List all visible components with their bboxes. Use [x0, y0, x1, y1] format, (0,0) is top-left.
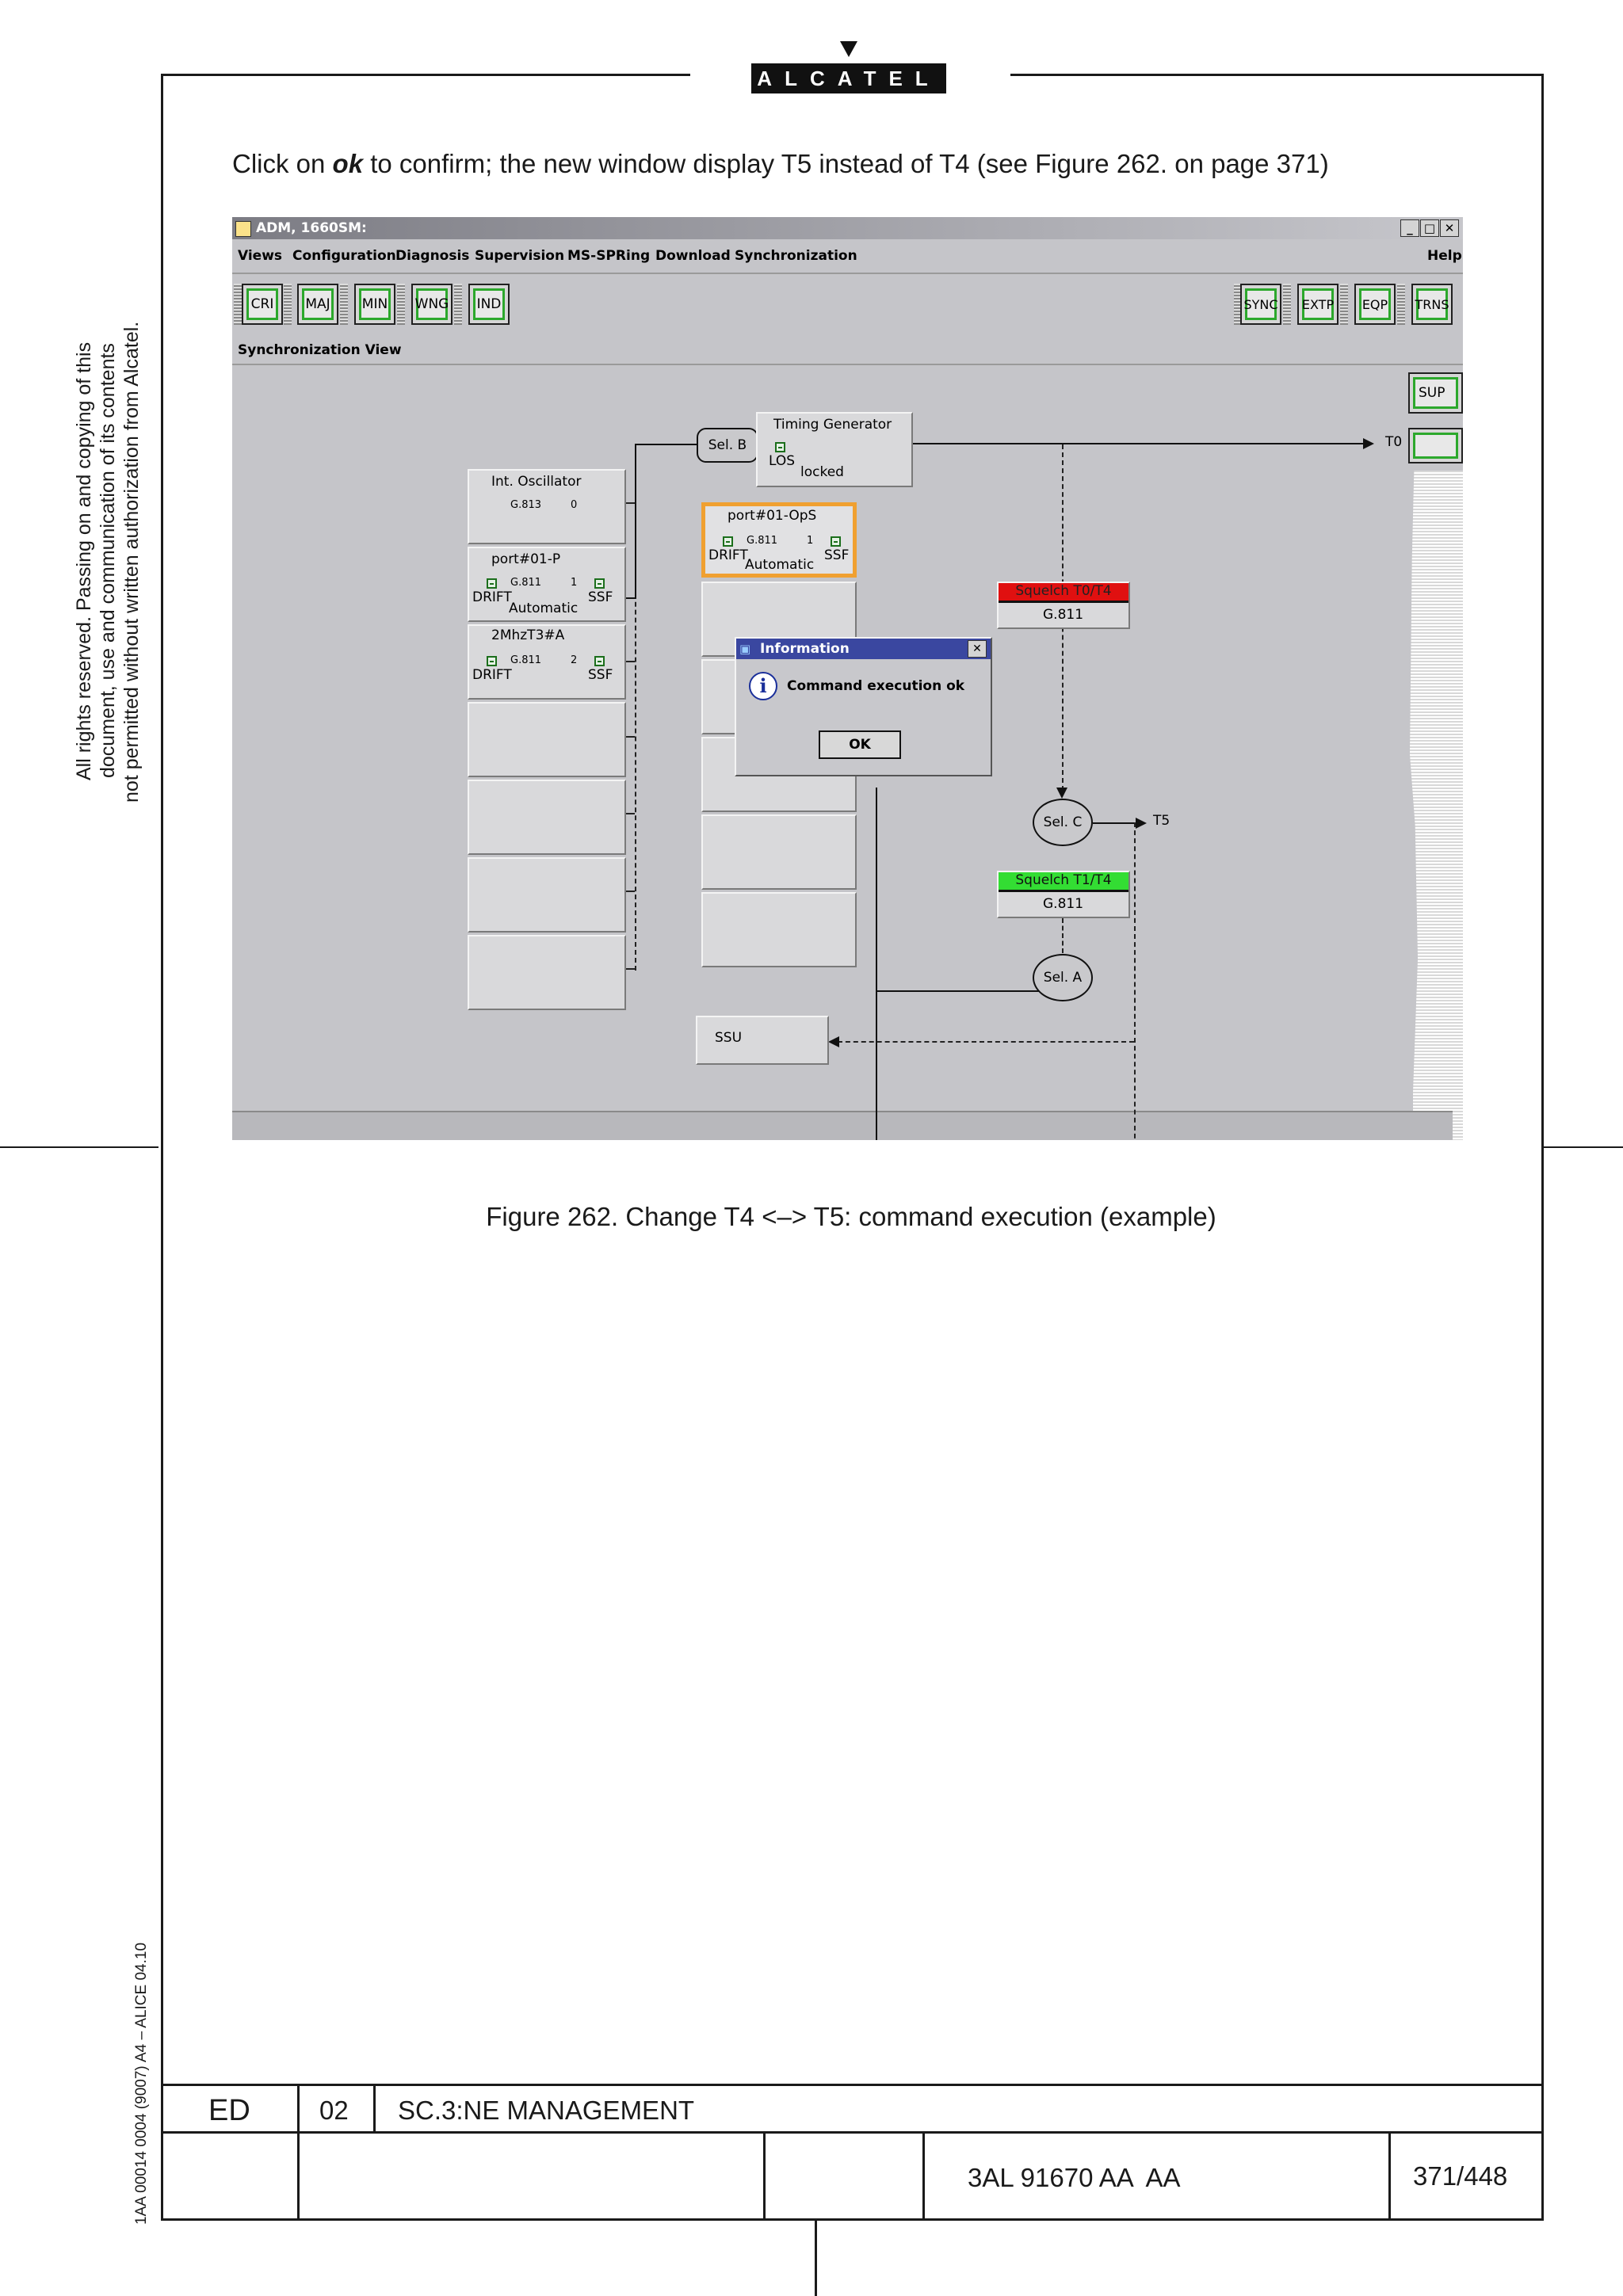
selector-a: Sel. A	[1033, 954, 1093, 1001]
connector	[626, 502, 635, 504]
intro-prefix: Click on	[232, 149, 326, 178]
status-indicator-icon	[723, 536, 733, 547]
connector	[626, 813, 635, 814]
footer-line-top	[161, 2084, 1544, 2086]
dialog-icon: ▣	[739, 642, 751, 656]
footer-doc-number: 3AL 91670 AA AA	[968, 2163, 1181, 2192]
intro-text	[232, 149, 1329, 179]
frame-left	[161, 74, 163, 2221]
menu-help[interactable]: Help	[1427, 248, 1462, 264]
connector	[1062, 918, 1064, 953]
connector	[626, 968, 635, 970]
menu-divider	[232, 273, 1463, 274]
connector	[830, 1041, 1134, 1043]
toolbar-grip	[397, 284, 405, 325]
frame-top-right	[1010, 74, 1544, 76]
arrow-t0-icon	[1363, 438, 1374, 449]
selector-c: Sel. C	[1033, 799, 1093, 846]
source-slot-empty[interactable]	[701, 814, 857, 890]
footer-section: SC.3:NE MANAGEMENT	[398, 2096, 695, 2125]
footer-col	[763, 2131, 766, 2220]
connector	[635, 444, 636, 599]
footer-line-mid	[161, 2131, 1544, 2134]
status-indicator-icon	[594, 656, 605, 666]
rights-notice-line2: document, use and communication of its contents	[97, 343, 119, 778]
bottom-bar	[232, 1111, 1453, 1140]
footer-col	[297, 2084, 300, 2220]
window-titlebar	[232, 217, 1463, 239]
torn-edge	[1410, 471, 1463, 1140]
alcatel-logo: ALCATEL	[751, 63, 946, 93]
connector	[876, 788, 877, 1140]
menu-synchronization[interactable]: Synchronization	[735, 248, 857, 264]
menu-ms-spring[interactable]: MS-SPRing	[567, 248, 651, 264]
selector-b: Sel. B	[697, 428, 758, 463]
status-indicator-icon	[594, 578, 605, 589]
squelch-t1-label: Squelch T1/T4	[999, 872, 1128, 892]
eqp-button[interactable]: EQP	[1354, 284, 1396, 325]
close-button[interactable]: ✕	[1440, 219, 1459, 237]
sup-button[interactable]: SUP	[1408, 372, 1463, 414]
status-indicator-icon	[487, 578, 497, 589]
menu-diagnosis[interactable]: Diagnosis	[395, 248, 470, 264]
sup-button-2[interactable]	[1408, 428, 1463, 463]
source-slot-empty[interactable]	[468, 935, 626, 1010]
squelch-t0-label: Squelch T0/T4	[999, 583, 1128, 603]
toolbar-grip	[1340, 284, 1348, 325]
margin-mark-left	[0, 1146, 158, 1148]
info-icon: i	[749, 672, 777, 700]
app-window	[232, 217, 1463, 1140]
dialog-message: Command execution ok	[787, 678, 965, 694]
menu-configuration[interactable]: Configuration	[292, 248, 396, 264]
footer-col	[922, 2131, 925, 2220]
toolbar-grip	[1397, 284, 1405, 325]
logo-marker-icon	[840, 41, 857, 57]
minimize-button[interactable]: _	[1400, 219, 1419, 237]
intro-suffix: to confirm; the new window display T5 instead of T4 (see Figure 262. on page 371)	[370, 149, 1329, 178]
footer-stem	[815, 2220, 817, 2296]
source-int-oscillator[interactable]: Int. Oscillator G.813 0	[468, 469, 626, 544]
status-indicator-icon	[487, 656, 497, 666]
menu-supervision[interactable]: Supervision	[475, 248, 565, 264]
footer-ed-value: 02	[319, 2096, 349, 2125]
t5-line	[1093, 822, 1137, 824]
information-dialog	[735, 637, 992, 776]
dialog-close-button[interactable]: ✕	[968, 640, 987, 658]
rights-notice-line1: All rights reserved. Passing on and copying of this	[73, 341, 95, 780]
toolbar-grip	[284, 284, 292, 325]
footer-col	[373, 2084, 376, 2133]
footer-line-bottom	[161, 2218, 1544, 2221]
footer-ed-label: ED	[208, 2094, 250, 2127]
connector	[876, 990, 1033, 992]
sync-button[interactable]: SYNC	[1240, 284, 1281, 325]
app-icon	[235, 221, 251, 237]
timing-generator[interactable]: Timing Generator LOS locked	[756, 412, 913, 487]
frame-top-left	[161, 74, 690, 76]
t0-line	[913, 443, 1365, 444]
label-t0: T0	[1385, 434, 1403, 450]
figure-caption: Figure 262. Change T4 <–> T5: command execution (example)	[486, 1202, 1216, 1231]
connector	[626, 891, 635, 892]
footer-col	[1388, 2131, 1391, 2220]
view-title: Synchronization View	[238, 342, 402, 358]
squelch-t1-t4[interactable]: Squelch T1/T4 G.811	[997, 871, 1130, 918]
arrow-down-icon	[1056, 788, 1067, 799]
toolbar-grip	[454, 284, 462, 325]
doc-code: 1AA 00014 0004 (9007) A4 – ALICE 04.10	[133, 1942, 150, 2225]
alarm-ind-button[interactable]: IND	[468, 284, 510, 325]
connector	[1134, 822, 1136, 1140]
trns-button[interactable]: TRNS	[1411, 284, 1453, 325]
rights-notice-line3: not permitted without written authorization from Alcatel.	[120, 321, 143, 803]
source-slot-empty[interactable]	[468, 780, 626, 855]
arrow-t5-icon	[1136, 818, 1147, 829]
alarm-cri-button[interactable]: CRI	[242, 284, 283, 325]
source-slot-empty[interactable]	[468, 702, 626, 777]
source-port01-ops[interactable]: port#01-OpS G.811 1 DRIFT SSF Automatic	[701, 502, 857, 578]
margin-mark-right	[1544, 1146, 1623, 1148]
dialog-ok-button[interactable]: OK	[819, 730, 901, 759]
source-2mhz-t3a[interactable]: 2MhzT3#A G.811 2 DRIFT SSF	[468, 624, 626, 700]
los-indicator-icon	[775, 442, 785, 452]
connector	[626, 597, 635, 599]
maximize-button[interactable]: □	[1420, 219, 1439, 237]
source-port01-p[interactable]: port#01-P G.811 1 DRIFT SSF Automatic	[468, 547, 626, 622]
squelch-t0-t4[interactable]: Squelch T0/T4 G.811	[997, 582, 1130, 629]
alarm-maj-button[interactable]: MAJ	[297, 284, 338, 325]
menu-views[interactable]: Views	[238, 248, 283, 264]
source-slot-empty[interactable]	[701, 892, 857, 967]
label-t5: T5	[1153, 813, 1170, 829]
window-title: ADM, 1660SM:	[256, 220, 367, 236]
menu-download[interactable]: Download	[655, 248, 731, 264]
arrow-ssu-icon	[828, 1036, 839, 1047]
toolbar-grip	[340, 284, 348, 325]
view-divider	[232, 364, 1463, 365]
footer-page-number: 371/448	[1413, 2161, 1508, 2191]
dialog-title: Information	[760, 641, 850, 657]
extp-button[interactable]: EXTP	[1297, 284, 1338, 325]
source-slot-empty[interactable]	[468, 857, 626, 933]
alarm-wng-button[interactable]: WNG	[411, 284, 453, 325]
toolbar-grip-left	[234, 284, 242, 325]
connector	[626, 736, 635, 738]
dialog-titlebar	[736, 639, 991, 659]
toolbar-grip	[1283, 284, 1291, 325]
connector	[626, 661, 635, 662]
alarm-min-button[interactable]: MIN	[354, 284, 395, 325]
ssu-box[interactable]: SSU	[696, 1016, 829, 1065]
intro-keyword: ok	[332, 149, 364, 178]
status-indicator-icon	[831, 536, 841, 547]
